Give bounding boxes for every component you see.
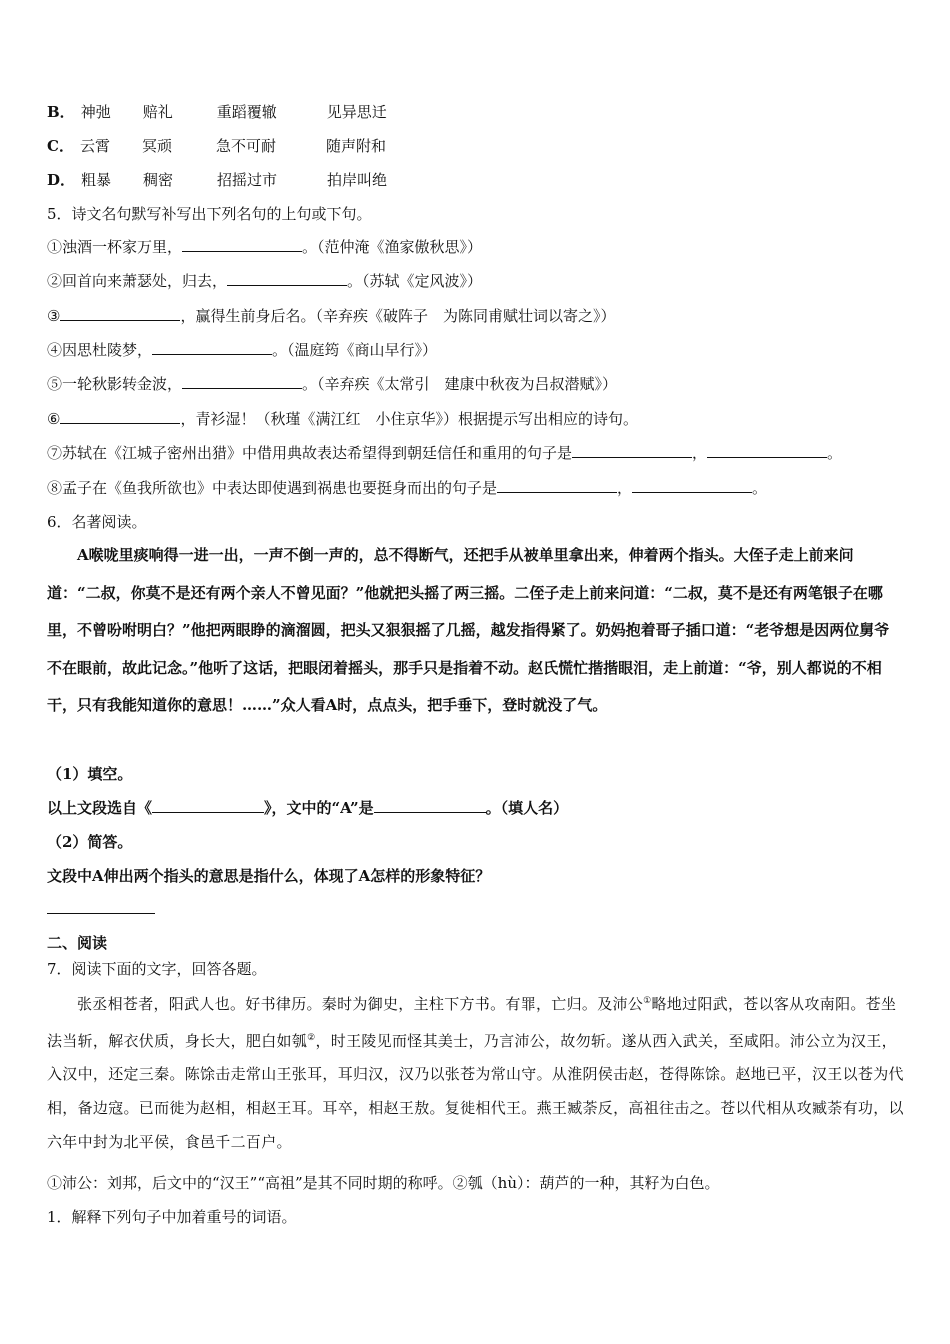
answer-blank[interactable] — [632, 478, 752, 493]
q5-item-4 — [47, 339, 437, 361]
q5-item-7 — [47, 442, 842, 464]
item-text: ④因思杜陵梦， — [47, 341, 153, 359]
item-text: ③ — [47, 307, 61, 325]
option-c — [47, 135, 386, 157]
fill-text: 以上文段选自《 — [47, 799, 153, 817]
q6-sub2: （2）简答。 — [47, 833, 133, 851]
item-text: ①浊酒一杯家万里， — [47, 238, 183, 256]
option-word: 云霄 — [79, 137, 110, 155]
answer-blank[interactable] — [60, 409, 180, 424]
option-letter: B． — [47, 103, 75, 121]
item-text: ②回首向来萧瑟处，归去， — [47, 272, 228, 290]
q7-sub1: 1．解释下列句子中加着重号的词语。 — [47, 1208, 297, 1226]
person-name-blank[interactable] — [374, 798, 486, 813]
option-word: 见异思迁 — [326, 103, 387, 121]
q6-question: 文段中A伸出两个指头的意思是指什么，体现了A怎样的形象特征？ — [47, 867, 491, 885]
answer-blank[interactable] — [572, 443, 692, 458]
q5-title: 5．诗文名句默写补写出下列名句的上句或下句。 — [47, 205, 372, 223]
answer-blank[interactable] — [152, 340, 272, 355]
option-word: 稠密 — [143, 171, 174, 189]
q5-item-6 — [47, 408, 638, 430]
item-text: 。 — [827, 444, 843, 462]
q6-sub1: （1）填空。 — [47, 765, 133, 783]
q7-note: ①沛公：刘邦，后文中的“汉王”“高祖”是其不同时期的称呼。②瓠（hù）：葫芦的一种，其籽为白色。 — [47, 1174, 720, 1192]
book-title-blank[interactable] — [152, 798, 264, 813]
item-text: ⑦苏轼在《江城子密州出猎》中借用典故表达希望得到朝廷信任和重用的句子是 — [47, 444, 573, 462]
item-text: ，青衫湿！（秋瑾《满江红 小住京华》）根据提示写出相应的诗句。 — [180, 410, 638, 428]
q6-passage: A喉咙里痰响得一进一出，一声不倒一声的，总不得断气，还把手从被单里拿出来，伸着两个指头。大侄子走上前来问道：“二叔，你莫不是还有两个亲人不曾见面？”他就把头摇了两三摇。二侄子走上前来问道：“二叔，莫不是还有两笔银子在哪里，不曾吩咐明白？”他把两眼睁的滴溜圆，把头又狠狠摇了几摇，越发指得紧了。奶妈抱着哥子插口道：“老爷想是因两位舅爷不在眼前，故此记念。”他听了这话，把眼闭着摇头，那手只是指着不动。赵氏慌忙揩揩眼泪，走上前道：“爷，别人都说的不相干，只有我能知道你的意思！……”众人看A时，点点头，把手垂下，登时就没了气。 — [47, 546, 890, 714]
option-word: 赔礼 — [142, 103, 173, 121]
item-text: 。（温庭筠《商山早行》） — [272, 341, 438, 359]
q5-item-8 — [47, 477, 767, 499]
item-text: 。（苏轼《定风波》） — [347, 272, 483, 290]
q7-passage — [47, 985, 905, 1160]
q5-item-2 — [47, 270, 482, 292]
item-text: 。（范仲淹《渔家傲秋思》） — [302, 238, 483, 256]
footnote-marker: ① — [643, 996, 652, 1006]
option-word: 随声附和 — [325, 137, 386, 155]
answer-blank[interactable] — [497, 478, 617, 493]
item-text: ⑥ — [47, 410, 61, 428]
option-letter: D． — [47, 171, 76, 189]
option-word: 粗暴 — [81, 171, 112, 189]
section-heading: 二、阅读 — [47, 934, 108, 952]
passage-text: 略地过阳武，苍以客从攻南阳。苍坐法当斩，解衣伏质，身长大，肥白如瓠 — [47, 995, 897, 1050]
option-word: 招摇过市 — [217, 171, 278, 189]
item-text: ，赢得生前身后名。（辛弃疾《破阵子 为陈同甫赋壮词以寄之》） — [180, 307, 616, 325]
fill-text: 》，文中的“A”是 — [264, 799, 374, 817]
q5-item-3 — [47, 305, 615, 327]
q5-item-1 — [47, 236, 482, 258]
option-d — [47, 169, 387, 191]
footnote-marker: ② — [307, 1032, 316, 1043]
answer-blank[interactable] — [60, 306, 180, 321]
answer-blank[interactable] — [707, 443, 827, 458]
item-text: ， — [692, 444, 708, 462]
option-word: 拍岸叫绝 — [327, 171, 388, 189]
q6-fill — [47, 797, 568, 819]
answer-line[interactable] — [47, 913, 155, 914]
option-word: 急不可耐 — [215, 137, 276, 155]
option-word: 神弛 — [80, 103, 111, 121]
q5-item-5 — [47, 373, 617, 395]
item-text: 。 — [752, 479, 768, 497]
option-word: 重蹈覆辙 — [216, 103, 277, 121]
passage-text: 张丞相苍者，阳武人也。好书律历。秦时为御史，主柱下方书。有罪，亡归。及沛公 — [77, 995, 644, 1013]
item-text: 。（辛弃疾《太常引 建康中秋夜为吕叔潜赋》） — [302, 375, 618, 393]
fill-text: 。（填人名） — [485, 799, 569, 817]
option-b — [47, 101, 387, 123]
item-text: ， — [617, 479, 633, 497]
answer-blank[interactable] — [182, 237, 302, 252]
answer-blank[interactable] — [227, 271, 347, 286]
option-word: 冥顽 — [141, 137, 172, 155]
q7-title: 7．阅读下面的文字，回答各题。 — [47, 960, 267, 978]
answer-blank[interactable] — [182, 374, 302, 389]
q6-title: 6．名著阅读。 — [47, 513, 147, 531]
item-text: ⑧孟子在《鱼我所欲也》中表达即使遇到祸患也要挺身而出的句子是 — [47, 479, 498, 497]
passage-text: ，时王陵见而怪其美士，乃言沛公，故勿斩。遂从西入武关，至咸阳。沛公立为汉王，入汉中，还定三秦。陈馀击走常山王张耳，耳归汉，汉乃以张苍为常山守。从淮阴侯击赵，苍得陈馀。赵地已平，汉王以苍为代相，备边寇。已而徙为赵相，相赵王耳。耳卒，相赵王敖。复徙相代王。燕王臧荼反，高祖往击之。苍以代相从攻臧荼有功，以六年中封为北平侯，食邑千二百户。 — [47, 1031, 904, 1151]
item-text: ⑤一轮秋影转金波， — [47, 375, 183, 393]
option-letter: C． — [47, 137, 74, 155]
